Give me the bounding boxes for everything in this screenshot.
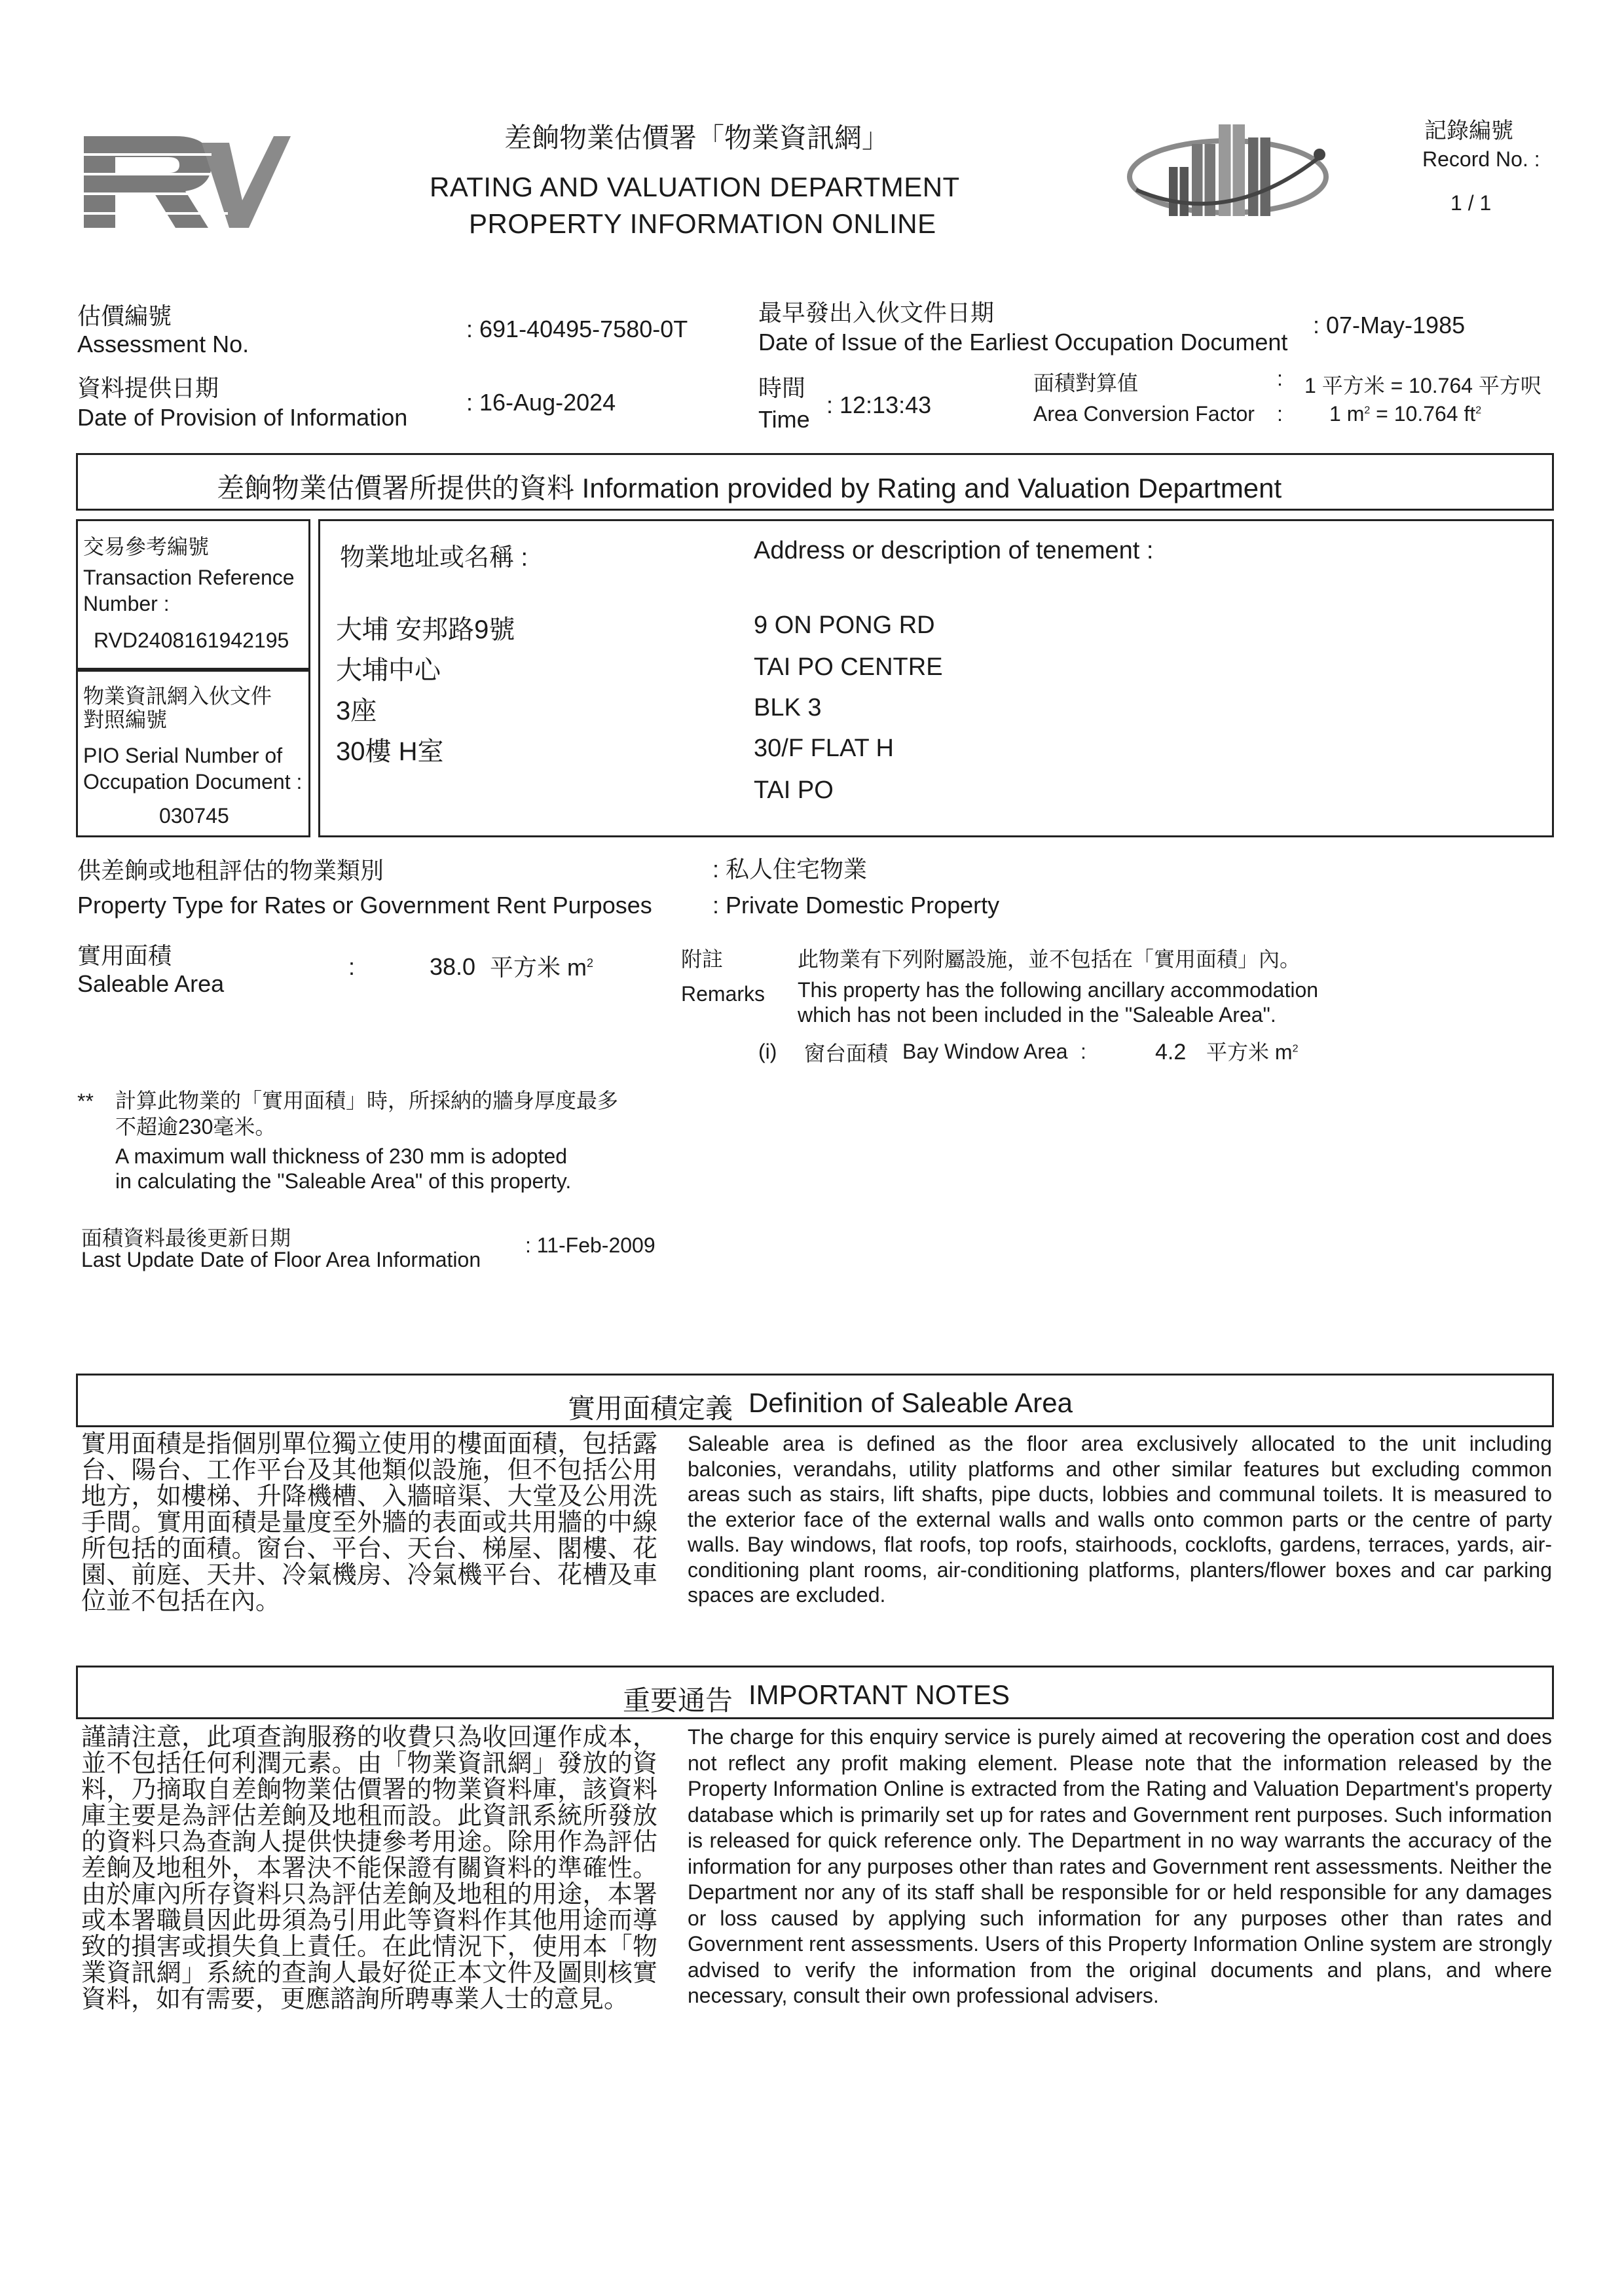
record-no-value: 1 / 1 [1450, 191, 1492, 215]
pio-serial-label-zh-1: 物業資訊網入伙文件 [83, 684, 272, 708]
remarks-item-colon: : [1080, 1040, 1086, 1063]
conversion-line-2 [1329, 402, 1481, 426]
wall-note-en-1: A maximum wall thickness of 230 mm is adopted [115, 1144, 568, 1168]
occupation-label-en: Date of Issue of the Earliest Occupation Document [758, 329, 1288, 355]
saleable-label-zh: 實用面積 [77, 942, 172, 969]
pio-serial-label-en-1: PIO Serial Number of [83, 744, 283, 767]
notes-title-zh: 重要通告 [622, 1685, 733, 1716]
address-label-zh: 物業地址或名稱 : [340, 544, 528, 572]
address-en-line-4: 30/F FLAT H [754, 735, 894, 762]
assessment-label-zh: 估價編號 [77, 302, 172, 329]
occupation-value: : 07-May-1985 [1313, 312, 1466, 338]
saleable-unit [490, 949, 593, 983]
remarks-item-value: 4.2 [1155, 1040, 1187, 1065]
conversion-colon-2: : [1277, 402, 1283, 426]
buildings-logo-icon [1123, 105, 1346, 223]
remarks-label-en: Remarks [681, 982, 766, 1006]
pio-serial-value: 030745 [159, 804, 229, 828]
conversion-label-zh: 面積對算值 [1033, 371, 1139, 395]
header-title-en-1: RATING AND VALUATION DEPARTMENT [430, 172, 960, 202]
saleable-unit-sup: 2 [587, 957, 594, 970]
last-update-value: : 11-Feb-2009 [525, 1233, 655, 1257]
txn-ref-value: RVD2408161942195 [94, 629, 289, 652]
assessment-label-en: Assessment No. [77, 331, 249, 357]
saleable-label-en: Saleable Area [77, 970, 225, 997]
conversion-colon-1: : [1277, 367, 1283, 390]
conversion-ft-sup: 2 [1475, 405, 1482, 416]
address-en-line-3: BLK 3 [754, 694, 822, 721]
address-en-line-2: TAI PO CENTRE [754, 653, 943, 681]
txn-ref-box [76, 519, 310, 670]
saleable-value: 38.0 [430, 953, 476, 980]
info-section-title: 差餉物業估價署所提供的資料 Information provided by Rating and Valuation Department [217, 473, 1282, 503]
remarks-label-zh: 附註 [681, 947, 724, 971]
address-zh-line-1: 大埔 安邦路9號 [336, 615, 515, 644]
remarks-item-unit-sup: 2 [1292, 1043, 1299, 1055]
property-type-label-zh: 供差餉或地租評估的物業類別 [77, 857, 384, 884]
address-label-en: Address or description of tenement : [754, 537, 1154, 564]
wall-note-en-2: in calculating the "Saleable Area" of this property. [115, 1169, 572, 1193]
remarks-item-no: (i) [758, 1040, 777, 1063]
remarks-text-en-2: which has not been included in the "Saleable Area". [798, 1003, 1276, 1027]
provision-label-en: Date of Provision of Information [77, 404, 408, 431]
conversion-m-sup: 2 [1364, 405, 1371, 416]
notes-body-en: The charge for this enquiry service is purely aimed at recovering the operation cost and does not reflect any profit making element. Please note that the information released by the Property Information Online is extracted from the Rating and Valuation Department's property database which is primarily set up for rates and Government rent purposes. Such information is released for quick reference only. The Department in no way warrants the accuracy of the information for any purposes other than rates and Government rent assessments. Neither the Department nor any of its staff shall be responsible for or held responsible for any damages or loss caused by applying such information for any purposes other than rates and Government rent assessments. Users of this Property Information Online system are strongly advised to verify the information from the original documents and plans, and where necessary, consult their own professional advisers. [688, 1725, 1552, 2007]
header-title-zh: 差餉物業估價署「物業資訊網」 [504, 122, 890, 153]
time-label-zh: 時間 [758, 374, 806, 401]
property-type-label-en: Property Type for Rates or Government Rent Purposes [77, 892, 652, 919]
remarks-text-zh: 此物業有下列附屬設施，並不包括在「實用面積」內。 [798, 947, 1301, 971]
provision-value: : 16-Aug-2024 [466, 389, 616, 416]
rv-logo [77, 123, 293, 234]
definition-body-en: Saleable area is defined as the floor area exclusively allocated to the unit including balconies, verandahs, utility platforms and other similar features but excluding common areas such as stairs, lift shafts, pipe ducts, lobbies and communal toilets. It is measured to the exterior face of the external walls and walls onto common parts or the centre of party walls. Bay windows, flat roofs, top roofs, stairhoods, cocklofts, gardens, terraces, yards, air-conditioning plant rooms, air-conditioning platforms, planters/flower boxes and car parking spaces are excluded. [688, 1432, 1552, 1607]
info-section-title-box [76, 453, 1554, 511]
record-no-label-en: Record No. : [1422, 147, 1540, 171]
definition-title-en: Definition of Saleable Area [748, 1387, 1073, 1418]
txn-ref-label-zh: 交易參考編號 [83, 535, 210, 558]
address-box [318, 519, 1554, 837]
definition-body-zh: 實用面積是指個別單位獨立使用的樓面面積，包括露台、陽台、工作平台及其他類似設施，但不包括公用地方，如樓梯、升降機槽、入牆暗渠、大堂及公用洗手間。實用面積是量度至外牆的表面或共用牆的中線所包括的面積。窗台、平台、天台、梯屋、閣樓、花園、前庭、天井、冷氣機房、冷氣機平台、花槽及車位並不包括在內。 [81, 1430, 657, 1615]
record-no-label-zh: 記錄編號 [1424, 118, 1513, 143]
last-update-label-zh: 面積資料最後更新日期 [81, 1226, 291, 1250]
rv-logo-icon [77, 123, 293, 234]
address-en-line-1: 9 ON PONG RD [754, 611, 935, 639]
address-zh-line-3: 3座 [336, 697, 377, 725]
remarks-item-en: Bay Window Area [902, 1040, 1068, 1063]
remarks-text-en-1: This property has the following ancillary accommodation [798, 978, 1319, 1002]
occupation-label-zh: 最早發出入伙文件日期 [758, 299, 995, 326]
header-title-en-2: PROPERTY INFORMATION ONLINE [469, 208, 936, 239]
definition-title-zh: 實用面積定義 [567, 1393, 733, 1424]
wall-note-zh-1: 計算此物業的「實用面積」時，所採納的牆身厚度最多 [115, 1089, 619, 1112]
definition-title-box [76, 1374, 1554, 1427]
last-update-label-en: Last Update Date of Floor Area Information [81, 1248, 481, 1271]
pio-logo [1123, 105, 1346, 223]
remarks-item-zh: 窗台面積 [804, 1042, 889, 1065]
conversion-label-en: Area Conversion Factor [1033, 402, 1255, 426]
time-label-en: Time [758, 406, 810, 433]
txn-ref-label-en-1: Transaction Reference [83, 566, 295, 589]
address-zh-line-2: 大埔中心 [336, 656, 441, 685]
wall-note-marker: ** [77, 1089, 94, 1113]
pio-serial-label-en-2: Occupation Document : [83, 770, 303, 793]
remarks-item-unit-text: 平方米 m [1206, 1040, 1293, 1064]
txn-ref-label-en-2: Number : [83, 592, 170, 615]
pio-serial-box [76, 670, 310, 837]
remarks-item-unit [1206, 1036, 1298, 1066]
notes-title-en: IMPORTANT NOTES [748, 1679, 1010, 1710]
provision-label-zh: 資料提供日期 [77, 374, 219, 401]
conversion-ft: = 10.764 ft [1370, 402, 1476, 426]
address-en-line-5: TAI PO [754, 776, 834, 804]
saleable-unit-text: 平方米 m [490, 954, 587, 981]
notes-body-zh: 謹請注意，此項查詢服務的收費只為收回運作成本，並不包括任何利潤元素。由「物業資訊網」發放的資料，乃摘取自差餉物業估價署的物業資料庫，該資料庫主要是為評估差餉及地租而設。此資訊系統所發放的資料只為查詢人提供快捷參考用途。除用作為評估差餉及地租外，本署決不能保證有關資料的準確性。由於庫內所存資料只為評估差餉及地租的用途，本署或本署職員因此毋須為引用此等資料作其他用途而導致的損害或損失負上責任。在此情況下，使用本「物業資訊網」系統的查詢人最好從正本文件及圖則核實資料，如有需要，更應諮詢所聘專業人士的意見。 [81, 1724, 657, 2013]
saleable-colon: : [348, 953, 356, 980]
pio-serial-label-zh-2: 對照編號 [83, 708, 168, 731]
property-type-value-en: : Private Domestic Property [712, 892, 1000, 919]
address-zh-line-4: 30樓 H室 [336, 737, 444, 766]
assessment-value: : 691-40495-7580-0T [466, 316, 688, 342]
conversion-line-1: 1 平方米 = 10.764 平方呎 [1304, 374, 1541, 397]
conversion-m: 1 m [1329, 402, 1365, 426]
time-value: : 12:13:43 [826, 392, 932, 418]
wall-note-zh-2: 不超逾230毫米。 [115, 1115, 276, 1139]
notes-title-box [76, 1666, 1554, 1719]
property-type-value-zh: : 私人住宅物業 [712, 856, 868, 883]
